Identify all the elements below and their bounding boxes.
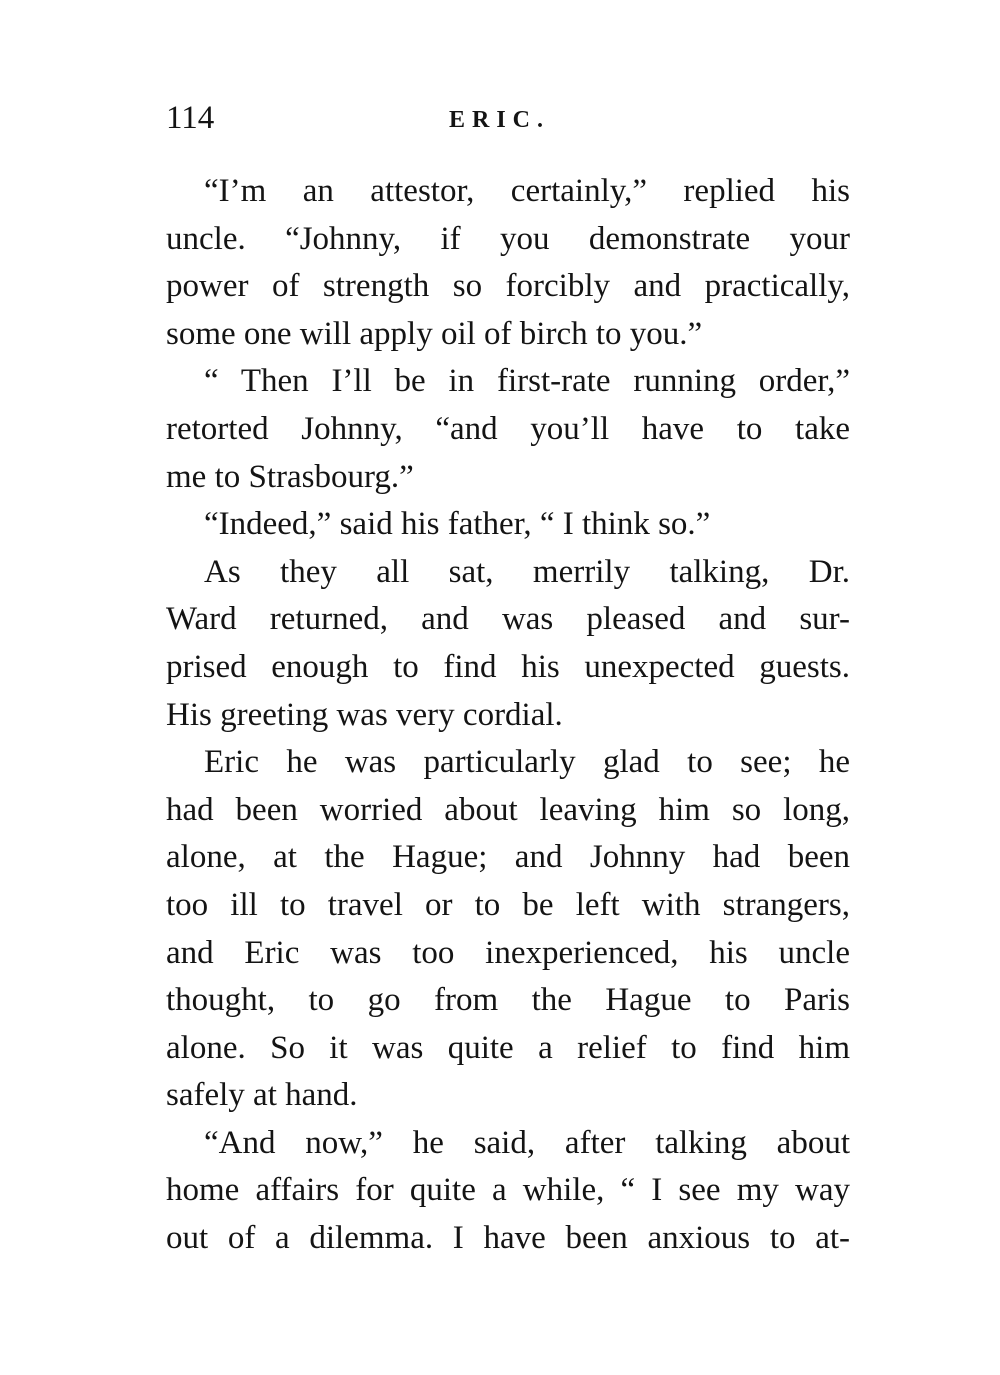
text-line: alone, at the Hague; and Johnny had been (166, 839, 850, 876)
text-line: and Eric was too inexperienced, his uncle (166, 934, 850, 971)
body-text (166, 168, 850, 1263)
text-line: some one will apply oil of birch to you.” (166, 315, 703, 352)
text-line: Ward returned, and was pleased and sur- (166, 601, 850, 638)
text-line: “I’m an attestor, certainly,” replied his (204, 173, 850, 209)
text-line: home affairs for quite a while, “ I see my way (166, 1172, 850, 1209)
text-line: prised enough to find his unexpected guests. (166, 648, 850, 685)
text-line: “ Then I’ll be in first-rate running order,” (204, 363, 850, 400)
text-line: safely at hand. (166, 1077, 358, 1114)
text-line: uncle. “Johnny, if you demonstrate your (166, 220, 850, 257)
text-line: had been worried about leaving him so long, (166, 791, 850, 828)
text-line: alone. So it was quite a relief to find him (166, 1029, 850, 1066)
text-line: thought, to go from the Hague to Paris (166, 982, 850, 1019)
text-line: Eric he was particularly glad to see; he (204, 744, 850, 781)
text-line: too ill to travel or to be left with strangers, (166, 886, 850, 923)
text-line: out of a dilemma. I have been anxious to at- (166, 1220, 850, 1257)
text-line: power of strength so forcibly and practically, (166, 268, 850, 305)
page-number: 114 (166, 100, 215, 136)
text-line: As they all sat, merrily talking, Dr. (204, 553, 850, 590)
text-line: His greeting was very cordial. (166, 696, 563, 733)
text-line: “Indeed,” said his father, “ I think so.” (204, 506, 711, 543)
page-header (166, 96, 850, 144)
text-line: me to Strasbourg.” (166, 458, 414, 495)
text-line: “And now,” he said, after talking about (204, 1124, 850, 1161)
running-title: ERIC. (449, 107, 551, 133)
text-line: retorted Johnny, “and you’ll have to take (166, 410, 850, 447)
